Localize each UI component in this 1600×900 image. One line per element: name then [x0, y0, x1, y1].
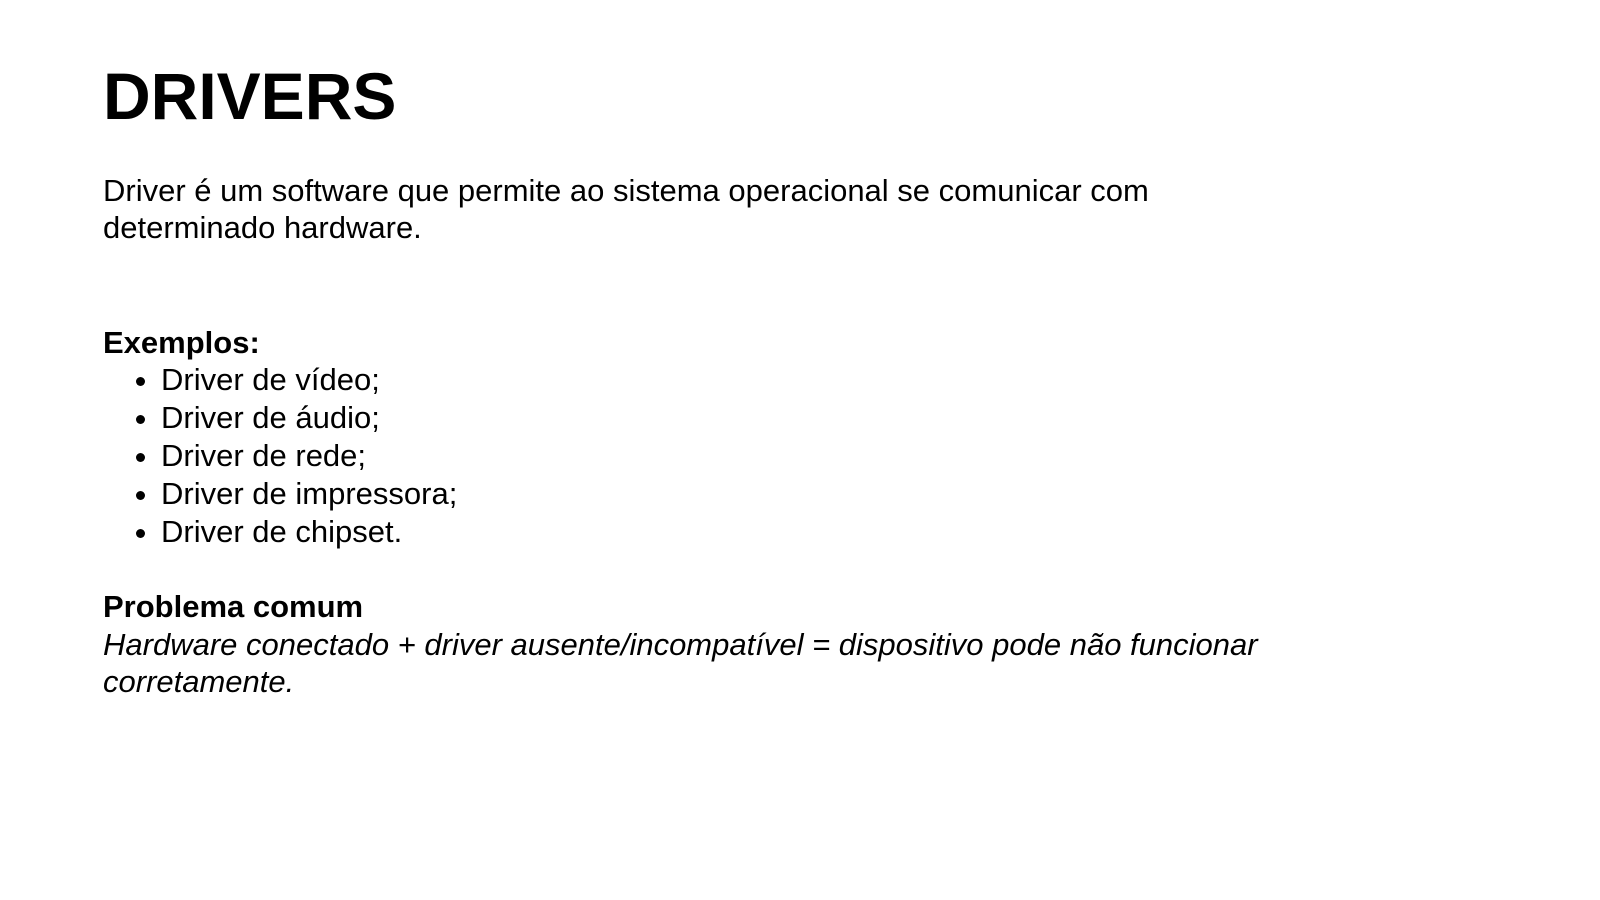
list-item: • Driver de áudio;	[161, 399, 457, 437]
list-item: • Driver de rede;	[161, 437, 457, 475]
slide-title: DRIVERS	[103, 59, 397, 133]
problem-heading: Problema comum	[103, 589, 364, 624]
list-item: • Driver de chipset.	[161, 513, 457, 551]
problem-text: Hardware conectado + driver ausente/incompatível = dispositivo pode não funcionar corretamente.	[103, 627, 1258, 699]
list-item: • Driver de vídeo;	[161, 361, 457, 399]
examples-list	[103, 361, 457, 551]
list-item: • Driver de impressora;	[161, 475, 457, 513]
examples-heading: Exemplos:	[103, 325, 260, 360]
intro-paragraph: Driver é um software que permite ao sistema operacional se comunicar com determinado hardware.	[103, 173, 1149, 245]
